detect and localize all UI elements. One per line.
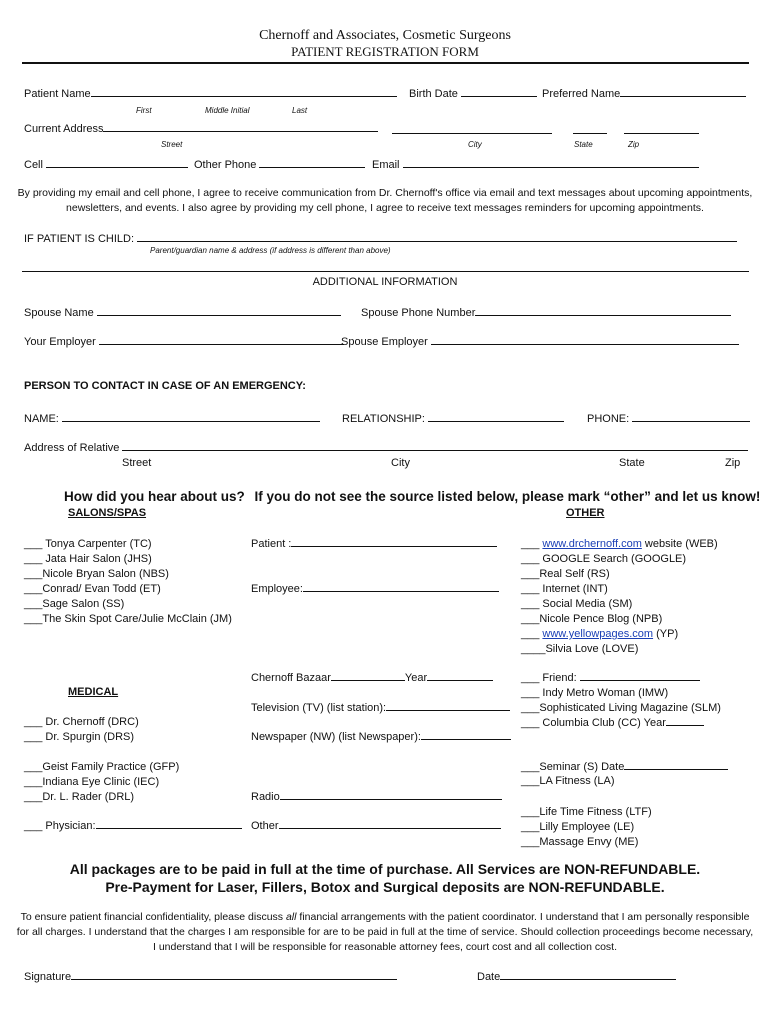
emergency-phone-label: PHONE:	[587, 413, 630, 425]
address-city-field[interactable]	[392, 124, 552, 134]
bazaar-label: Chernoff Bazaar	[251, 672, 331, 684]
spouse-phone-field[interactable]	[475, 306, 731, 316]
birth-date-field[interactable]	[461, 87, 537, 97]
spouse-phone-label: Spouse Phone Number	[361, 307, 476, 319]
salon-option[interactable]: ___Conrad/ Evan Todd (ET)	[24, 583, 161, 595]
address-label: Current Address	[24, 123, 104, 135]
seminar-label[interactable]: ___Seminar (S) Date	[521, 761, 625, 773]
spouse-employer-field[interactable]	[431, 335, 739, 345]
other-field-row	[251, 819, 501, 832]
physician-row	[24, 819, 242, 832]
form-title: PATIENT REGISTRATION FORM	[291, 44, 479, 59]
source-question-text: How did you hear about us?	[64, 489, 245, 504]
other-phone-row	[194, 158, 365, 171]
patient-name-field[interactable]	[91, 87, 397, 97]
email-field[interactable]	[403, 158, 699, 168]
consent-line-1: By providing my email and cell phone, I agree to receive communication from Dr. Chernoff's office via email and text messages about upcoming appointments,	[17, 187, 753, 199]
friend-field[interactable]	[580, 671, 700, 681]
bazaar-year-field[interactable]	[427, 671, 493, 681]
seminar-row	[521, 760, 728, 773]
salon-option[interactable]: ___ Tonya Carpenter (TC)	[24, 538, 152, 550]
tv-field[interactable]	[386, 701, 510, 711]
other-option[interactable]: ___Lilly Employee (LE)	[521, 821, 635, 833]
patient-referral-row	[251, 537, 497, 550]
policy-fine-3: I understand that I will be responsible for reasonable attorney fees, court cost and all collection cost.	[152, 941, 617, 953]
emergency-phone-field[interactable]	[632, 412, 750, 422]
other-option-web[interactable]	[521, 537, 718, 552]
sub-last: Last	[292, 106, 308, 115]
other-option-yp[interactable]	[521, 627, 718, 642]
tv-row	[251, 701, 510, 714]
yellowpages-link[interactable]: www.yellowpages.com	[542, 628, 654, 640]
child-row	[24, 232, 737, 245]
source-question	[64, 489, 760, 504]
other-option[interactable]: ___ Internet (INT)	[521, 583, 608, 595]
policy-fine-1a: To ensure patient financial confidentiality, please discuss	[20, 911, 286, 923]
newspaper-label: Newspaper (NW) (list Newspaper):	[251, 731, 421, 743]
emergency-name-row	[24, 412, 320, 425]
signature-row	[24, 970, 397, 983]
newspaper-row	[251, 730, 511, 743]
spouse-name-label: Spouse Name	[24, 307, 94, 319]
address-street-field[interactable]	[103, 122, 378, 132]
birth-date-row	[409, 87, 537, 100]
your-employer-row	[24, 335, 344, 348]
other-option[interactable]: ___Sophisticated Living Magazine (SLM)	[521, 702, 721, 714]
other-phone-label: Other Phone	[194, 159, 257, 171]
salon-option[interactable]: ___Nicole Bryan Salon (NBS)	[24, 568, 169, 580]
web-prefix: ___	[521, 538, 543, 550]
seminar-date-field[interactable]	[624, 760, 728, 770]
salon-option[interactable]: ___The Skin Spot Care/Julie McClain (JM)	[24, 613, 232, 625]
spouse-phone-row	[361, 306, 731, 319]
address-zip-field[interactable]	[624, 124, 699, 134]
other-list-c	[521, 805, 652, 850]
policy-fine-2: for all charges. I understand that the charges I am responsible for are to be paid in full at the time of service. Should collection proceedings become necessary,	[16, 926, 754, 938]
columbia-row	[521, 716, 721, 731]
newspaper-field[interactable]	[421, 730, 511, 740]
date-field[interactable]	[500, 970, 676, 980]
yp-suffix: (YP)	[653, 628, 679, 640]
address-row	[24, 122, 378, 135]
relationship-field[interactable]	[428, 412, 564, 422]
child-label: IF PATIENT IS CHILD:	[24, 233, 135, 245]
other-phone-field[interactable]	[259, 158, 365, 168]
sub-zip: Zip	[628, 140, 640, 149]
other-option[interactable]: ___Nicole Pence Blog (NPB)	[521, 613, 663, 625]
cell-field[interactable]	[46, 158, 188, 168]
preferred-name-label: Preferred Name	[542, 88, 621, 100]
relative-zip-sub: Zip	[725, 457, 741, 469]
medical-option[interactable]: ___Indiana Eye Clinic (IEC)	[24, 776, 160, 788]
salon-option[interactable]: ___Sage Salon (SS)	[24, 598, 125, 610]
patient-referral-label: Patient :	[251, 538, 292, 550]
medical-list-b	[24, 760, 179, 805]
email-label: Email	[372, 159, 400, 171]
other-field-label: Other	[251, 820, 279, 832]
consent-line-2: newsletters, and events. I also agree by providing my cell phone, I agree to receive text messages reminders for upcoming appointments.	[66, 202, 704, 214]
salons-heading: SALONS/SPAS	[68, 507, 147, 519]
medical-option[interactable]: ___ Dr. Spurgin (DRS)	[24, 731, 135, 743]
source-instruction: If you do not see the source listed below, please mark “other” and let us know!	[254, 489, 761, 504]
preferred-name-row	[542, 87, 746, 100]
other-option[interactable]: ___ Indy Metro Woman (IMW)	[521, 687, 669, 699]
other-option[interactable]: ___ GOOGLE Search (GOOGLE)	[521, 553, 687, 565]
preferred-name-field[interactable]	[620, 87, 746, 97]
sub-city: City	[468, 140, 482, 149]
bazaar-field[interactable]	[331, 671, 405, 681]
child-sub: Parent/guardian name & address (if address is different than above)	[150, 246, 391, 255]
tv-label: Television (TV) (list station):	[251, 702, 387, 714]
your-employer-field[interactable]	[99, 335, 344, 345]
medical-option[interactable]: ___Dr. L. Rader (DRL)	[24, 791, 135, 803]
policy-fine-1c: financial arrangements with the patient coordinator. I understand that I am personally responsible	[296, 911, 750, 923]
header-rule	[22, 62, 749, 64]
bazaar-row	[251, 671, 493, 684]
other-option[interactable]: ___Real Self (RS)	[521, 568, 610, 580]
other-option[interactable]: ___ Social Media (SM)	[521, 598, 633, 610]
relative-street-sub: Street	[122, 457, 152, 469]
bazaar-year-label: Year	[404, 672, 428, 684]
spouse-employer-label: Spouse Employer	[341, 336, 428, 348]
other-heading: OTHER	[566, 507, 605, 519]
policy-bold-1: All packages are to be paid in full at the time of purchase. All Services are NON-REFUNDABLE.	[69, 861, 701, 877]
spouse-name-row	[24, 306, 341, 319]
relationship-row	[342, 412, 564, 425]
employee-referral-row	[251, 582, 499, 595]
salon-option[interactable]: ___ Jata Hair Salon (JHS)	[24, 553, 152, 565]
other-option[interactable]: ____Silvia Love (LOVE)	[521, 643, 639, 655]
medical-heading: MEDICAL	[68, 686, 119, 698]
sub-state: State	[574, 140, 593, 149]
additional-heading: ADDITIONAL INFORMATION	[312, 276, 458, 288]
emergency-name-field[interactable]	[62, 412, 320, 422]
cell-label: Cell	[24, 159, 43, 171]
yp-prefix: ___	[521, 628, 543, 640]
other-field-input[interactable]	[279, 819, 501, 829]
additional-rule	[22, 271, 749, 272]
spouse-employer-row	[341, 335, 739, 348]
emergency-phone-row	[587, 412, 750, 425]
policy-fine-1	[10, 910, 760, 925]
date-label: Date	[477, 971, 501, 983]
la-fitness-option[interactable]: ___LA Fitness (LA)	[521, 775, 615, 787]
medical-list-a	[24, 715, 139, 745]
columbia-year-field[interactable]	[666, 716, 704, 726]
other-list-a	[521, 537, 718, 657]
medical-option[interactable]: ___Geist Family Practice (GFP)	[24, 761, 180, 773]
relative-city-sub: City	[391, 457, 410, 469]
patient-referral-field[interactable]	[291, 537, 497, 547]
sub-street: Street	[161, 140, 183, 149]
relative-address-label: Address of Relative	[24, 442, 120, 454]
cell-row	[24, 158, 188, 171]
sub-first: First	[136, 106, 152, 115]
signature-field[interactable]	[71, 970, 397, 980]
physician-label[interactable]: ___ Physician:	[24, 820, 96, 832]
email-row	[372, 158, 699, 171]
other-option[interactable]: ___Massage Envy (ME)	[521, 836, 639, 848]
your-employer-label: Your Employer	[24, 336, 96, 348]
friend-row	[521, 671, 700, 684]
employee-referral-field[interactable]	[303, 582, 499, 592]
practice-name: Chernoff and Associates, Cosmetic Surgeons	[259, 28, 511, 43]
address-state-field[interactable]	[573, 124, 607, 134]
medical-option[interactable]: ___ Dr. Chernoff (DRC)	[24, 716, 139, 728]
other-option[interactable]: ___Life Time Fitness (LTF)	[521, 806, 652, 818]
radio-label: Radio	[251, 791, 280, 803]
date-row	[477, 970, 676, 983]
relative-address-field[interactable]	[122, 441, 748, 451]
employee-referral-label: Employee:	[251, 583, 303, 595]
other-list-b	[521, 686, 721, 731]
columbia-label[interactable]: ___ Columbia Club (CC) Year	[521, 717, 666, 729]
signature-label: Signature	[24, 971, 72, 983]
radio-row	[251, 790, 502, 803]
physician-field[interactable]	[96, 819, 242, 829]
child-field[interactable]	[137, 232, 737, 242]
friend-label[interactable]: ___ Friend:	[521, 672, 577, 684]
emergency-name-label: NAME:	[24, 413, 59, 425]
policy-bold-2: Pre-Payment for Laser, Fillers, Botox and Surgical deposits are NON-REFUNDABLE.	[105, 879, 665, 895]
relative-state-sub: State	[619, 457, 645, 469]
relationship-label: RELATIONSHIP:	[342, 413, 425, 425]
relative-address-row	[24, 441, 748, 454]
salons-list	[24, 537, 232, 627]
radio-field[interactable]	[280, 790, 502, 800]
patient-name-row	[24, 87, 397, 100]
birth-date-label: Birth Date	[409, 88, 458, 100]
spouse-name-field[interactable]	[97, 306, 341, 316]
sub-middle: Middle Initial	[205, 106, 250, 115]
patient-name-label: Patient Name	[24, 88, 91, 100]
policy-fine-1b: all	[285, 911, 297, 923]
emergency-heading: PERSON TO CONTACT IN CASE OF AN EMERGENCY:	[24, 380, 306, 392]
drchernoff-link[interactable]: www.drchernoff.com	[542, 538, 642, 550]
web-suffix: website (WEB)	[641, 538, 718, 550]
